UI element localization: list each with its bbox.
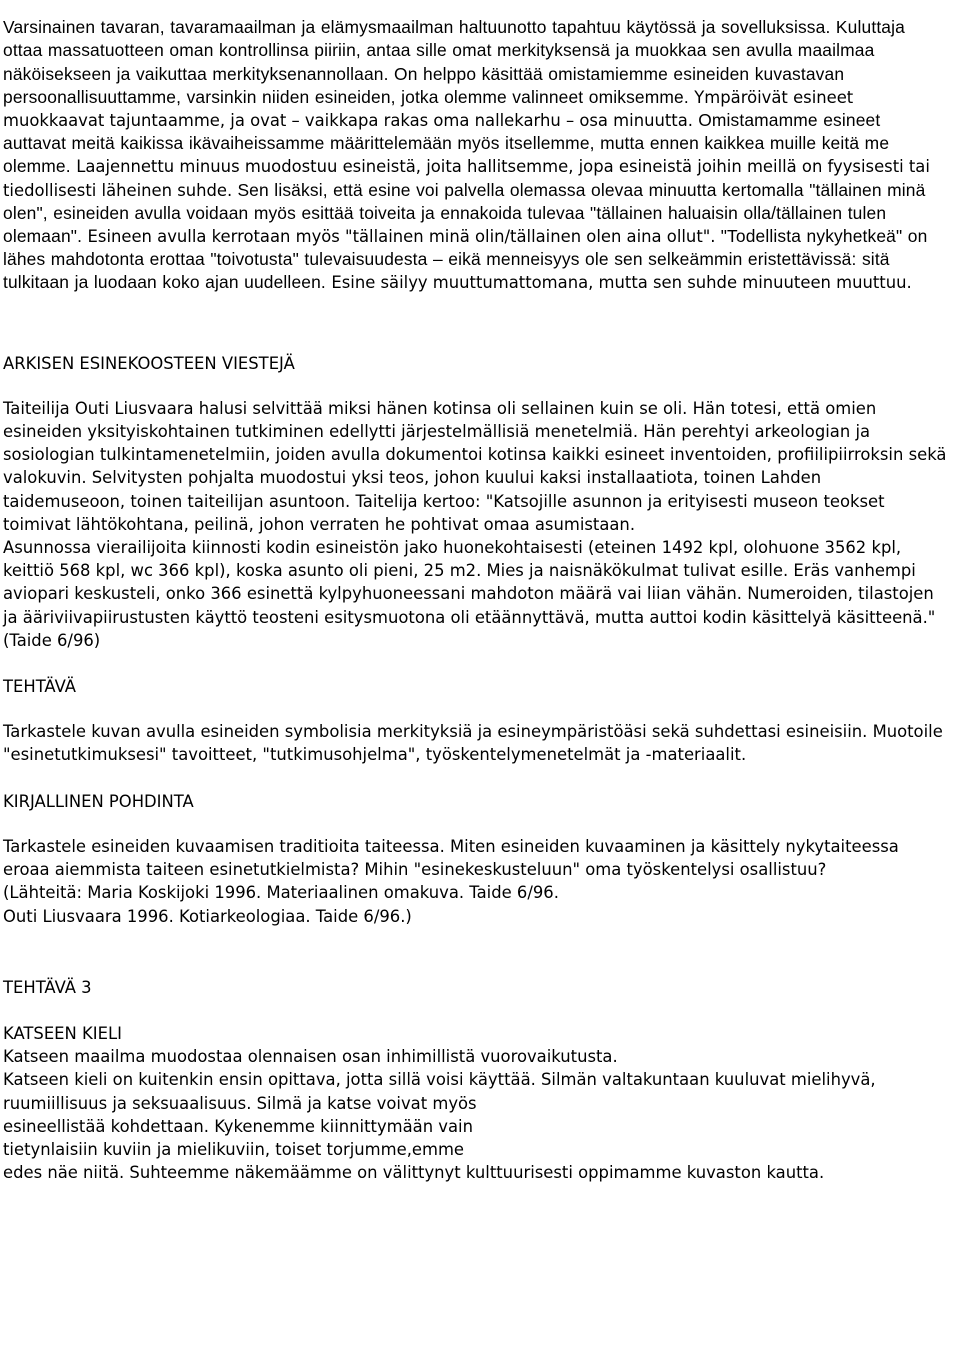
- section-heading-tehtava: TEHTÄVÄ: [3, 677, 76, 697]
- text-line: Katseen kieli on kuitenkin ensin opittava, jotta sillä voisi käyttää. Silmän valtakuntaan kuuluvat mielihyvä,: [3, 1070, 876, 1090]
- spacer: [3, 295, 948, 352]
- spacer: [3, 652, 948, 675]
- section-body-arkisen: Taiteilija Outi Liusvaara halusi selvittää miksi hänen kotinsa oli sellainen kuin se oli. Hän totesi, että omien esineiden yksityiskohtainen tutkiminen edellytti järjestelmällisiä menetelmiä. Hän perehtyi arkeologian ja sosiologian tulkintamenetelmiin, joiden avulla dokumentoi kotinsa kaikki esineet inventoiden, profiilipiirroksin sekä valokuvin. Selvitysten pohjalta muodostui yksi teos, johon kuului kaksi installaatiota, toinen Lahden taidemuseoon, toinen taiteilijan asuntoon. Taitelija kertoo: "Katsojille asunnon ja erityisesti museon teokset toimivat lähtökohtana, peilinä, johon verraten he pohtivat omaa asumistaan. Asunnossa vierailijoita kiinnosti kodin esineistön jako huonekohtaisesti (eteinen 1492 kpl, olohuone 3562 kpl, keittiö 568 kpl, wc 366 kpl), koska asunto oli pieni, 25 m2. Mies ja naisnäkökulmat tulivat esille. Eräs vanhempi aviopari keskusteli, onko 366 esinettä kylpyhuoneessani mahdoton määrä vai liian vähän. Numeroiden, tilastojen ja ääriviivapiirustusten käyttö teosteni esitysmuotona oli etäännyttävä, mutta auttoi kodin käsittelyä käsitteenä." (Taide 6/96): [3, 398, 947, 650]
- intro-paragraph: [3, 0, 948, 295]
- intro-segment: "Todellista nykyhetkeä" on lähes mahdotonta erottaa "toivotusta" tulevaisuudesta – eikä menneisyys ole sen selkeämmin eristettävissä: sitä tulkitaan ja luodaan koko ajan uudelleen.: [3, 226, 928, 293]
- text-line: tietynlaisiin kuviin ja mielikuviin, toiset torjumme,emme: [3, 1139, 465, 1159]
- section-body-kirjallinen: Tarkastele esineiden kuvaamisen traditioita taiteessa. Miten esineiden kuvaaminen ja käsittely nykytaiteessa eroaa aiemmista taiteen esinetutkielmista? Mihin "esinekeskusteluun" oma työskentelysi osallistuu? (Lähteitä: Maria Koskijoki 1996. Materiaalinen omakuva. Taide 6/96. Outi Liusvaara 1996. Kotiarkeologiaa. Taide 6/96.): [3, 836, 899, 926]
- text-line: Katseen maailma muodostaa olennaisen osan inhimillistä vuorovaikutusta.: [3, 1047, 618, 1067]
- section-heading-katseen-kieli: KATSEEN KIELI: [3, 1023, 122, 1043]
- text-line: ruumiillisuus ja seksuaalisuus. Silmä ja katse voivat myös: [3, 1093, 477, 1113]
- text-line: edes näe niitä. Suhteemme näkemäämme on välittynyt kulttuurisesti oppimamme kuvaston kautta.: [3, 1163, 825, 1183]
- section-heading-tehtava-3: TEHTÄVÄ 3: [3, 977, 92, 997]
- spacer: [3, 375, 948, 397]
- intro-segment: Laajennettu minuus muodostuu esineistä, joita hallitsemme, jopa esineistä joihin meillä on fyysisesti tai tiedollisesti läheinen suhde.: [3, 157, 930, 200]
- intro-segment: Sen lisäksi, että esine voi palvella olemassa olevaa minuutta kertomalla "tällainen minä olen", esineiden avulla voidaan myös esittää toiveita ja ennakoida tulevaa "tällainen haluaisin olla/tällainen tulen olemaan".: [3, 179, 926, 247]
- intro-segment: Esine säilyy muuttumattomana, mutta sen suhde minuuteen muuttuu.: [331, 273, 912, 293]
- section-body-tehtava: Tarkastele kuvan avulla esineiden symbolisia merkityksiä ja esineympäristöäsi sekä suhdettasi esineisiin. Muotoile "esinetutkimuksesi" tavoitteet, "tutkimusohjelma", työskentelymenetelmät ja -materiaalit.: [3, 722, 943, 765]
- section-heading-arkisen: ARKISEN ESINEKOOSTEEN VIESTEJÄ: [3, 353, 295, 373]
- intro-segment: Varsinainen tavaran, tavaramaailman ja elämysmaailman haltuunotto tapahtuu käytössä ja sovelluksissa. Kuluttaja ottaa massatuotteen oman kontrollinsa piiriin, antaa sille omat merkityksensä ja muokkaa sen avulla maailmaa näköisekseen ja vaikuttaa merkityksenannollaan. On helppo käsittää omistamiemme esineiden kuvastavan persoonallisuuttamme, varsinkin niiden esineiden, jotka olemme valinneet omiksemme.: [3, 17, 905, 107]
- spacer: [3, 813, 948, 835]
- spacer: [3, 767, 948, 790]
- section-heading-kirjallinen: KIRJALLINEN POHDINTA: [3, 791, 194, 811]
- text-line: esineellistää kohdettaan. Kykenemme kiinnittymään vain: [3, 1116, 473, 1136]
- spacer: [3, 928, 948, 976]
- spacer: [3, 698, 948, 720]
- spacer: [3, 999, 948, 1022]
- intro-segment: Esineen avulla kerrotaan myös "tällainen minä olin/tällainen olen aina ollut".: [87, 227, 721, 247]
- intro-segment: Omistamamme esineet auttavat meitä kaikissa ikävaiheissamme määrittelemään myös itsellemme, mutta ennen kaikkea muille keitä me olemme.: [3, 110, 890, 177]
- section-body-katseen-kieli: [3, 1045, 948, 1184]
- intro-segment: Ympäröivät esineet muokkaavat tajuntaamme, ja ovat – vaikkapa rakas oma nallekarhu – osa minuutta.: [3, 87, 854, 131]
